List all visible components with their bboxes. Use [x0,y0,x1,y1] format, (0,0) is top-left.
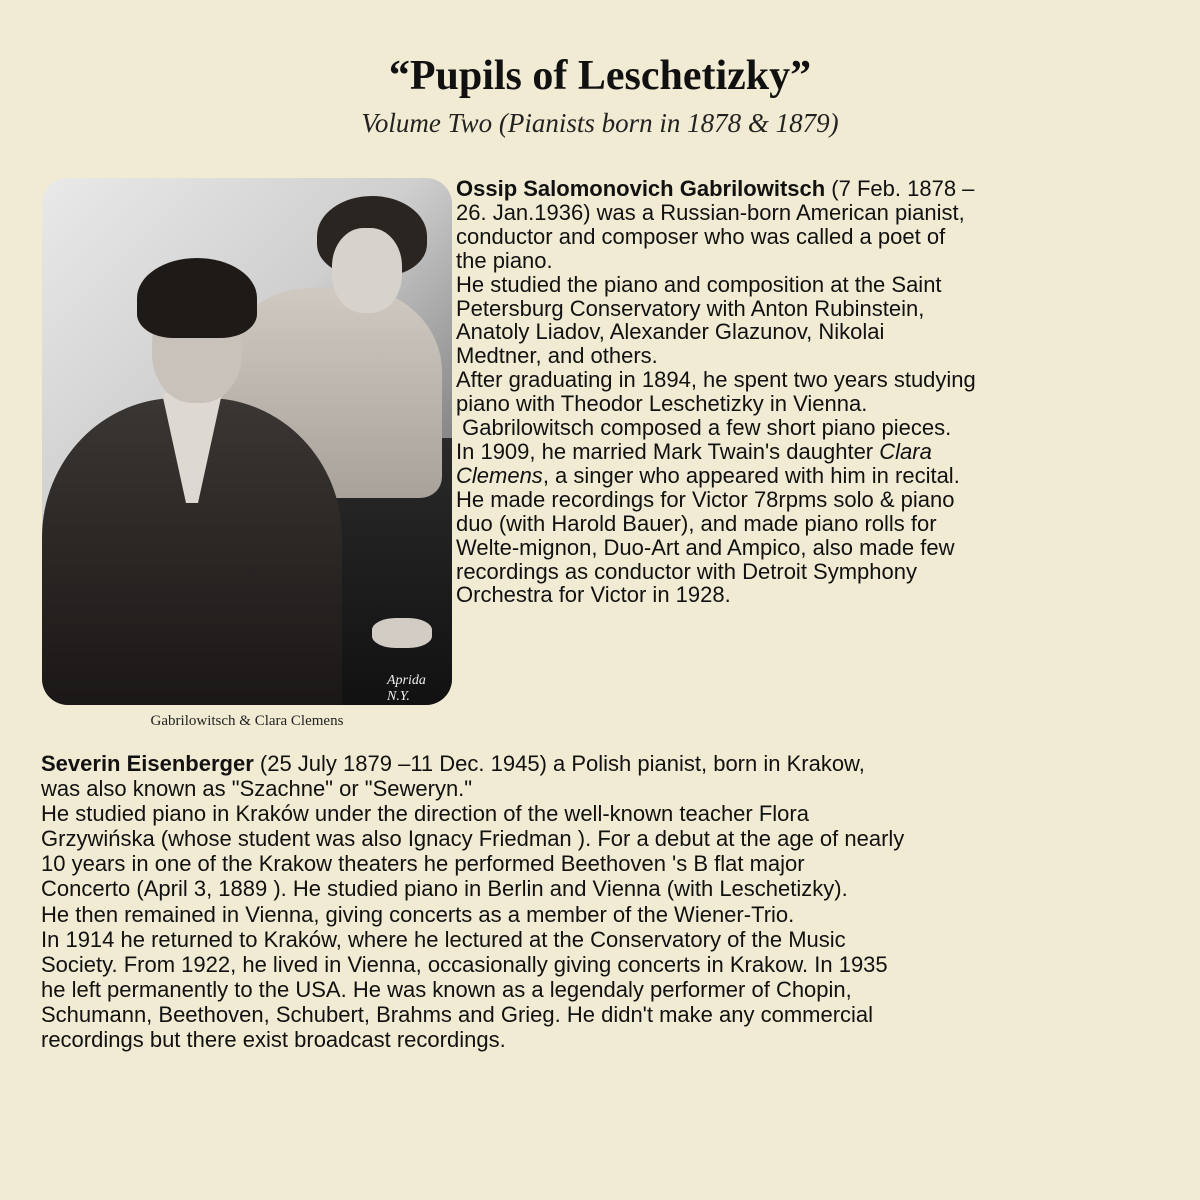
bio-line: After graduating in 1894, he spent two years studying [456,367,976,393]
page-title: “Pupils of Leschetizky” [388,53,812,99]
bio-line: Welte-mignon, Duo-Art and Ampico, also made few [456,534,955,560]
bio-line: Anatoly Liadov, Alexander Glazunov, Nikolai [456,319,885,345]
bio-line: He studied the piano and composition at the Saint [456,271,942,297]
bio-line: Severin Eisenberger (25 July 1879 –11 Dec. 1945) a Polish pianist, born in Krakow, [41,751,865,776]
bio-line: conductor and composer who was called a poet of [456,223,946,249]
bio-line: Schumann, Beethoven, Schubert, Brahms and Grieg. He didn't make any commercial [41,1001,874,1027]
bio-line: In 1914 he returned to Kraków, where he lectured at the Conservatory of the Music [41,926,846,952]
bio-line: piano with Theodor Leschetizky in Vienna. [456,391,868,417]
bio-line: Concerto (April 3, 1889 ). He studied piano in Berlin and Vienna (with Leschetizky). [41,876,848,902]
bio-line: 26. Jan.1936) was a Russian-born American pianist, [456,199,965,225]
bio-line: he left permanently to the USA. He was known as a legendaly performer of Chopin, [41,976,852,1002]
bio-line: duo (with Harold Bauer), and made piano rolls for [456,510,937,536]
pianist-name: Ossip Salomonovich Gabrilowitsch [456,176,826,201]
page-subtitle: Volume Two (Pianists born in 1878 & 1879) [361,108,839,138]
bio-line: Grzywińska (whose student was also Ignacy Friedman ). For a debut at the age of nearly [41,826,905,852]
bio-line: Orchestra for Victor in 1928. [456,582,731,608]
bio-eisenberger [41,751,1171,1052]
bio-gabrilowitsch [456,177,1156,607]
bio-line: Gabrilowitsch composed a few short piano pieces. [456,415,952,441]
bio-line: In 1909, he married Mark Twain's daughter Clara [456,438,932,464]
pianist-name: Severin Eisenberger [41,751,254,776]
bio-line: Ossip Salomonovich Gabrilowitsch (7 Feb. 1878 – [456,176,975,201]
bio-line: recordings as conductor with Detroit Symphony [456,558,917,584]
photo-gabrilowitsch-clemens [42,178,452,705]
bio-line: Society. From 1922, he lived in Vienna, occasionally giving concerts in Krakow. In 1935 [41,951,888,977]
hand-on-keys [372,618,432,648]
bio-line: He then remained in Vienna, giving concerts as a member of the Wiener-Trio. [41,901,795,927]
woman-face [332,228,402,313]
bio-line: recordings but there exist broadcast recordings. [41,1027,506,1053]
photographer-signature: Aprida N.Y. [387,673,426,704]
bio-line: Medtner, and others. [456,343,658,369]
bio-line: Clemens, a singer who appeared with him in recital. [456,462,960,488]
bio-line: He studied piano in Kraków under the direction of the well-known teacher Flora [41,801,809,827]
bio-line: Petersburg Conservatory with Anton Rubinstein, [456,295,925,321]
bio-line: He made recordings for Victor 78rpms solo & piano [456,486,955,512]
bio-line: was also known as "Szachne" or "Seweryn." [41,776,473,802]
bio-line: 10 years in one of the Krakow theaters he performed Beethoven 's B flat major [41,851,805,877]
bio-line: the piano. [456,247,553,273]
photo-caption: Gabrilowitsch & Clara Clemens [150,713,344,729]
man-hair [137,258,257,338]
